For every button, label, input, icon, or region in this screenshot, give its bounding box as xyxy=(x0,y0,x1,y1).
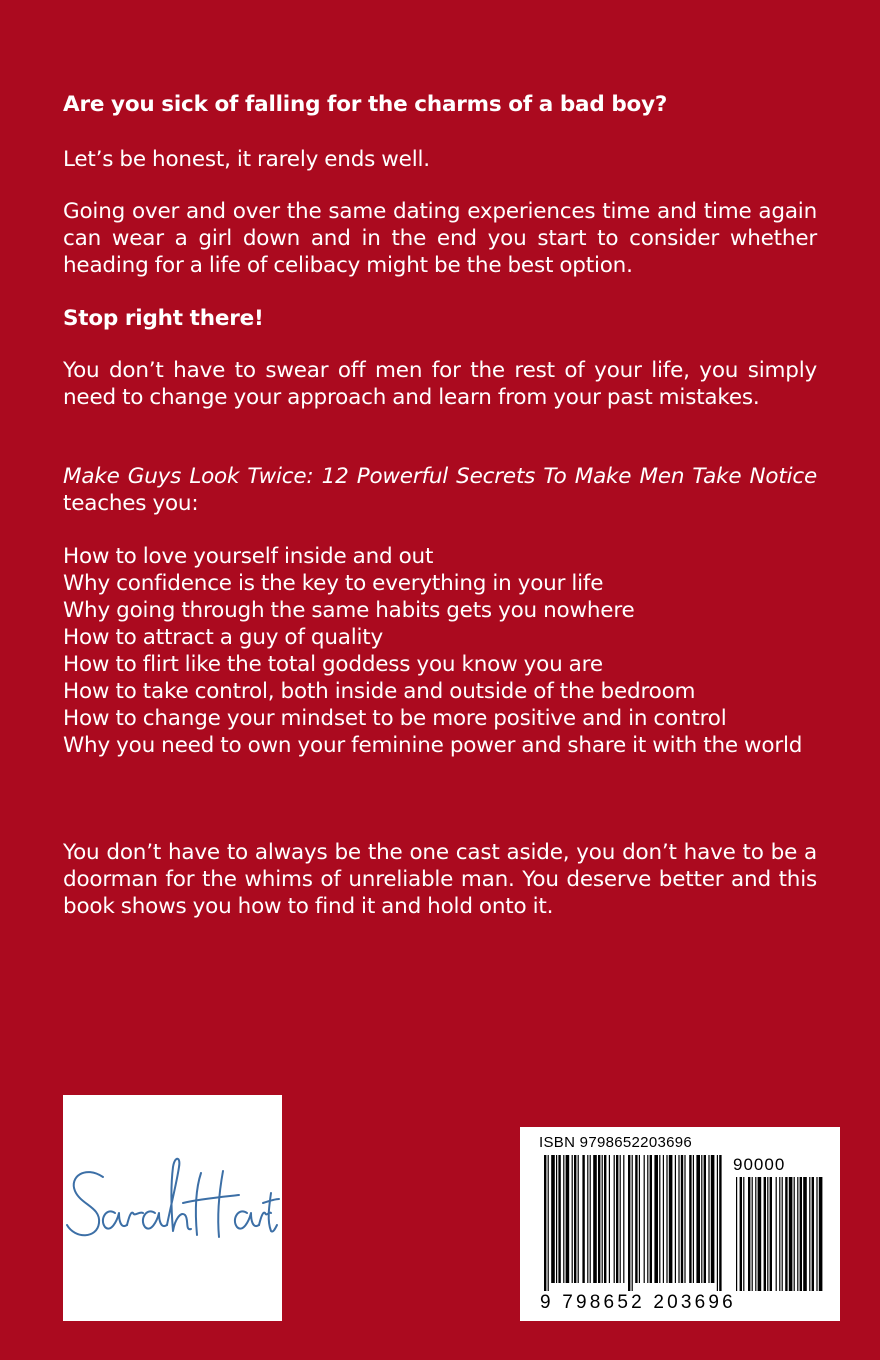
barcode-bar xyxy=(578,1155,579,1283)
book-title-paragraph xyxy=(63,463,817,517)
barcode-bar xyxy=(675,1155,676,1283)
barcode-bar xyxy=(623,1155,624,1283)
list-item: How to take control, both inside and outside of the bedroom xyxy=(63,679,696,704)
barcode-bar xyxy=(669,1155,673,1283)
barcode-bar xyxy=(620,1155,621,1283)
barcode-bar xyxy=(794,1177,795,1291)
barcode-bar xyxy=(743,1177,744,1291)
barcode-bar xyxy=(684,1155,685,1283)
list-item: Why confidence is the key to everything in your life xyxy=(63,571,604,596)
barcode-bar xyxy=(789,1177,793,1291)
barcode-bar xyxy=(551,1155,555,1283)
barcode-bar xyxy=(776,1177,777,1291)
barcode-bar xyxy=(614,1155,615,1283)
list-item: Why going through the same habits gets you nowhere xyxy=(63,598,635,623)
barcode-bar xyxy=(693,1155,694,1283)
barcode-bar xyxy=(767,1177,768,1291)
barcode-bar xyxy=(602,1155,603,1283)
barcode-bar xyxy=(740,1177,742,1291)
barcode-bar xyxy=(647,1155,648,1283)
barcode-bar xyxy=(558,1155,560,1283)
barcode-bar xyxy=(663,1155,664,1283)
barcode-bar xyxy=(635,1155,637,1283)
barcode-bar xyxy=(681,1155,683,1283)
barcode-bar xyxy=(654,1155,658,1283)
barcode-bar xyxy=(678,1155,679,1283)
barcode-bar xyxy=(803,1177,807,1291)
barcode-bar xyxy=(782,1177,783,1291)
barcode-bar xyxy=(758,1177,762,1291)
barcode-bar xyxy=(572,1155,573,1283)
barcode-bar xyxy=(556,1155,557,1283)
barcode-bar xyxy=(752,1177,753,1291)
barcode-bar xyxy=(548,1155,549,1291)
barcode-bar xyxy=(785,1177,787,1291)
author-signature-box xyxy=(63,1095,282,1321)
barcode-bar xyxy=(587,1155,588,1283)
barcode-bar xyxy=(544,1155,546,1291)
barcode-bar xyxy=(701,1155,702,1283)
closing-paragraph: You don’t have to always be the one cast aside, you don’t have to be a doorman for the whims of unreliable man. You deserve better and this book shows you how to find it and hold onto it. xyxy=(63,840,817,919)
barcode-bar xyxy=(582,1155,584,1283)
price-code: 90000 xyxy=(733,1155,786,1174)
barcode-bar xyxy=(609,1155,610,1283)
barcode-bar xyxy=(736,1177,737,1291)
paragraph-2: You don’t have to swear off men for the rest of your life, you simply need to change your approach and learn from your past mistakes. xyxy=(63,358,817,410)
barcode-bar xyxy=(809,1177,810,1291)
barcode-bar xyxy=(590,1155,591,1283)
barcode-bar xyxy=(574,1155,576,1283)
barcode-bar xyxy=(566,1155,570,1283)
hook-question: Are you sick of falling for the charms of a bad boy? xyxy=(63,92,668,117)
barcode-bar xyxy=(563,1155,564,1283)
barcode-bar xyxy=(717,1155,718,1291)
barcode-bar xyxy=(644,1155,645,1283)
book-title: Make Guys Look Twice: 12 Powerful Secrets To Make Men Take Notice xyxy=(63,464,817,489)
list-item: How to change your mindset to be more positive and in control xyxy=(63,706,727,731)
isbn-label: ISBN 9798652203696 xyxy=(539,1134,693,1151)
intro-line: Let’s be honest, it rarely ends well. xyxy=(63,147,430,172)
barcode-bar xyxy=(711,1155,715,1283)
list-item: How to attract a guy of quality xyxy=(63,625,384,650)
barcode-bar xyxy=(797,1177,798,1291)
barcode-bar xyxy=(748,1177,750,1291)
barcode-bar xyxy=(628,1155,630,1291)
author-signature xyxy=(63,1095,282,1321)
barcode-digits: 9 798652 203696 xyxy=(540,1292,736,1313)
barcode-bar xyxy=(816,1177,817,1291)
barcode-bar xyxy=(704,1155,706,1283)
benefits-list xyxy=(63,543,817,759)
barcode-bar xyxy=(696,1155,700,1283)
list-item: Why you need to own your feminine power and share it with the world xyxy=(63,733,803,758)
barcode-bar xyxy=(616,1155,618,1283)
barcode-bar xyxy=(650,1155,652,1283)
barcode-bar xyxy=(812,1177,814,1291)
barcode-bar xyxy=(800,1177,802,1291)
paragraph-1: Going over and over the same dating experiences time and time again can wear a girl down and in the end you start to consider whether heading for a life of celibacy might be the best option. xyxy=(63,199,817,278)
barcode-bar xyxy=(604,1155,606,1283)
barcode-bar xyxy=(708,1155,709,1283)
barcode-bar xyxy=(659,1155,660,1283)
barcode-bar xyxy=(819,1177,823,1291)
barcode-bar xyxy=(719,1155,721,1291)
barcode-bar xyxy=(666,1155,667,1283)
barcode-bar xyxy=(598,1155,600,1283)
barcode-bar xyxy=(779,1177,780,1291)
stop-line: Stop right there! xyxy=(63,306,264,331)
isbn-barcode xyxy=(520,1127,840,1321)
list-item: How to love yourself inside and out xyxy=(63,544,434,569)
barcode-bar xyxy=(764,1177,766,1291)
barcode-bar xyxy=(593,1155,597,1283)
barcode-bar xyxy=(770,1177,772,1291)
barcode-bar xyxy=(755,1177,756,1291)
barcode-bar xyxy=(689,1155,691,1283)
teaches-label: teaches you: xyxy=(63,491,199,516)
barcode-bar xyxy=(632,1155,633,1291)
list-item: How to flirt like the total goddess you know you are xyxy=(63,652,603,677)
barcode-bar xyxy=(639,1155,640,1283)
